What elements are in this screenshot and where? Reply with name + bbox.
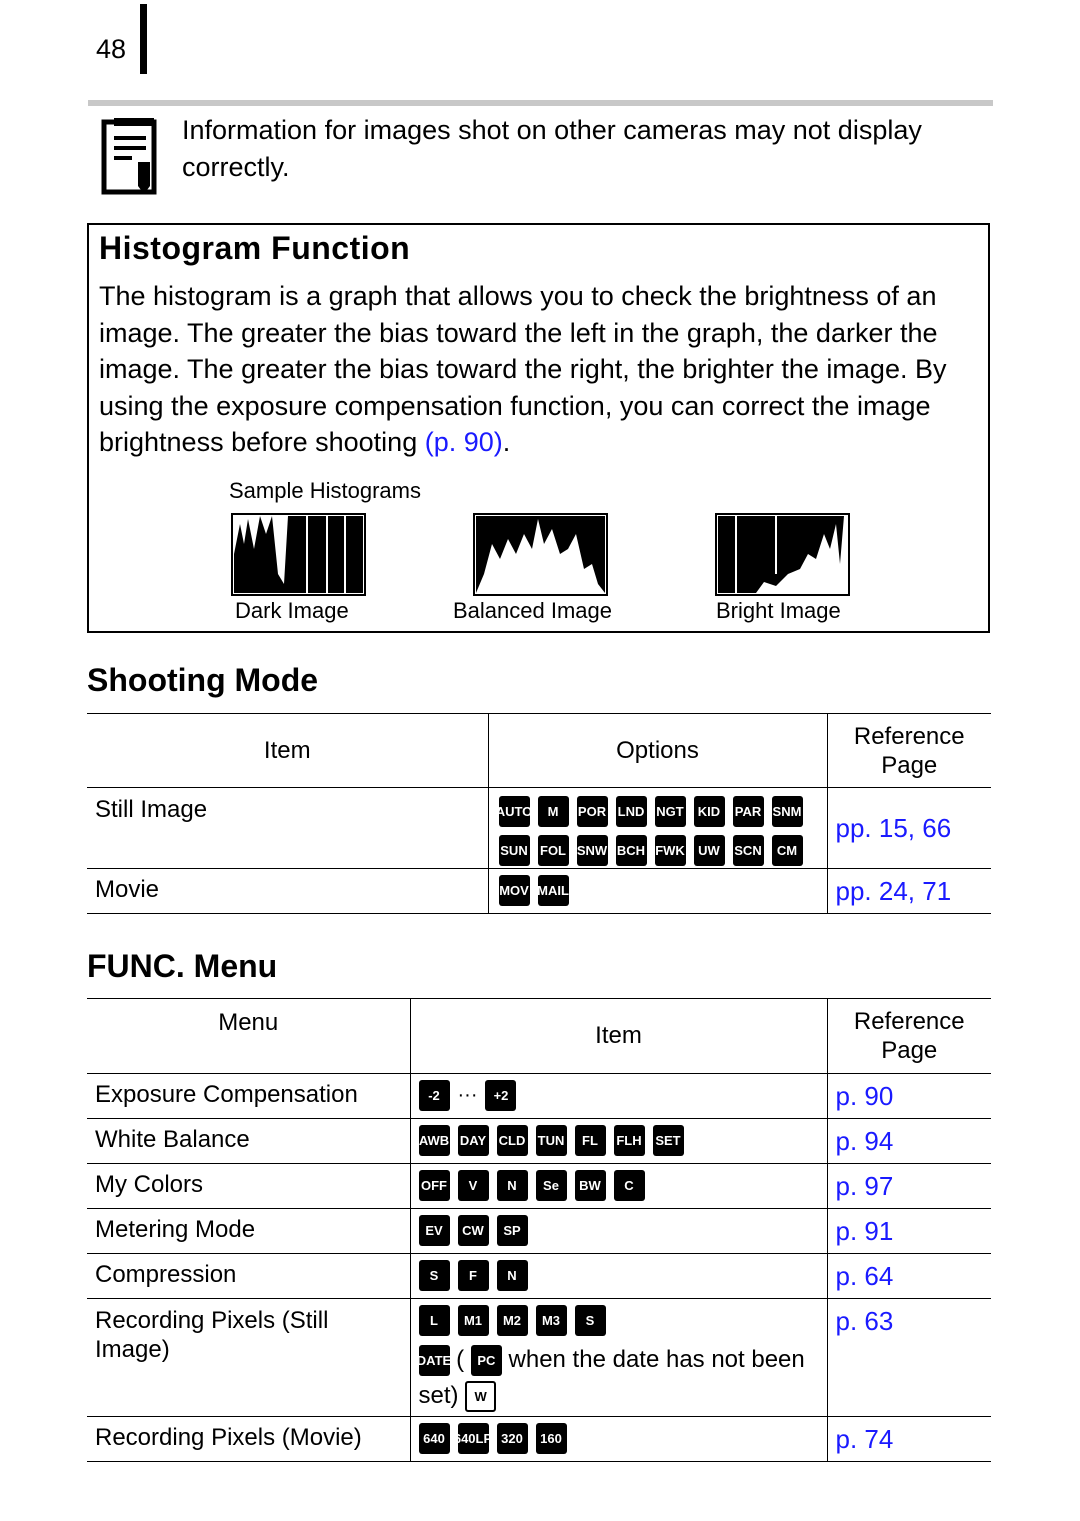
date-note (416, 1342, 819, 1414)
table-row (87, 1074, 991, 1119)
movie-pixels-160-icon: 160 (536, 1423, 567, 1454)
metering-sp-icon: SP (497, 1215, 528, 1246)
pixels-m1-icon: M1 (458, 1305, 489, 1336)
mycolors-se-icon: Se (536, 1170, 567, 1201)
reference-separator: , (907, 875, 923, 906)
movie-pixels-640lp-icon: 640LP (458, 1423, 489, 1454)
pixels-m2-icon: M2 (497, 1305, 528, 1336)
mode-lnd-icon: LND (616, 796, 647, 827)
row-menu: Compression (95, 1261, 237, 1288)
shooting-mode-title: Shooting Mode (87, 662, 319, 698)
mode-ngt-icon: NGT (655, 796, 686, 827)
table-row (87, 1119, 991, 1164)
exposure-icons (411, 1074, 827, 1111)
mycolors-bw-icon: BW (575, 1170, 606, 1201)
top-rule (88, 100, 993, 106)
header-menu: Menu (87, 999, 410, 1074)
plus-2-icon: +2 (485, 1080, 516, 1111)
histogram-title: Histogram Function (99, 230, 411, 266)
bright-image-label: Bright Image (716, 598, 841, 623)
header-reference-page: Reference Page (827, 714, 991, 788)
reference-link[interactable]: p. 97 (835, 1170, 894, 1201)
reference-link[interactable]: 71 (922, 875, 952, 906)
pixels-s-icon: S (575, 1305, 606, 1336)
shooting-mode-table (87, 713, 991, 914)
pixels-l-icon: L (419, 1305, 450, 1336)
movie-pixels-320-icon: 320 (497, 1423, 528, 1454)
mode-fol-icon: FOL (538, 835, 569, 866)
wb-flh-icon: FLH (614, 1125, 645, 1156)
recording-pixels-movie-icons (411, 1417, 827, 1454)
mode-auto-icon: AUTO (499, 796, 530, 827)
movie-mov-icon: MOV (499, 875, 530, 906)
mode-sun-icon: SUN (499, 835, 530, 866)
header-item: Item (410, 999, 827, 1074)
date-note-open-paren: ( (456, 1346, 465, 1373)
mode-scn-icon: SCN (733, 835, 764, 866)
dark-image-label: Dark Image (235, 598, 349, 623)
reference-link[interactable]: p. 90 (835, 1080, 894, 1111)
header-item: Item (87, 714, 488, 788)
mycolors-c-icon: C (614, 1170, 645, 1201)
note-text: Information for images shot on other cameras may not display correctly. (182, 115, 922, 182)
histogram-description (99, 278, 984, 461)
balanced-image-label: Balanced Image (453, 598, 612, 623)
mycolors-off-icon: OFF (419, 1170, 450, 1201)
reference-link[interactable]: p. 63 (835, 1306, 894, 1336)
metering-mode-icons (411, 1209, 827, 1246)
page-number: 48 (96, 34, 127, 64)
mode-cm-icon: CM (772, 835, 803, 866)
compression-f-icon: F (458, 1260, 489, 1291)
mycolors-n-icon: N (497, 1170, 528, 1201)
wb-day-icon: DAY (458, 1125, 489, 1156)
movie-icons (489, 869, 827, 906)
balanced-histogram (474, 514, 607, 595)
histogram-description-text: The histogram is a graph that allows you to check the brightness of an image. The greater the bias toward the left in the graph, the darker the image. The greater the bias toward the right, the brighter the image. By using the exposure compensation function, you can correct the image brightness before shooting (99, 281, 947, 457)
wb-awb-icon: AWB (419, 1125, 450, 1156)
histogram-description-end: . (502, 427, 511, 457)
mode-bch-icon: BCH (616, 835, 647, 866)
date-imprint-icon: DATE (419, 1345, 450, 1376)
reference-link[interactable]: p. 74 (835, 1423, 894, 1454)
compression-s-icon: S (419, 1260, 450, 1291)
table-row (87, 788, 991, 869)
movie-mail-icon: MAIL (538, 875, 569, 906)
wb-fl-icon: FL (575, 1125, 606, 1156)
recording-pixels-still-cell (411, 1299, 827, 1414)
reference-link[interactable]: p. 94 (835, 1125, 894, 1156)
reference-separator: , (907, 812, 923, 843)
mode-fwk-icon: FWK (655, 835, 686, 866)
row-reference (828, 813, 992, 844)
row-menu: Exposure Compensation (95, 1081, 358, 1108)
my-colors-icons (411, 1164, 827, 1201)
row-menu: White Balance (95, 1126, 250, 1153)
pixels-m3-icon: M3 (536, 1305, 567, 1336)
reference-link[interactable]: pp. 24 (835, 875, 908, 906)
mode-snw-icon: SNW (577, 835, 608, 866)
wb-cld-icon: CLD (497, 1125, 528, 1156)
table-row (87, 869, 991, 914)
row-menu: Recording Pixels (Movie) (95, 1424, 362, 1451)
table-row (87, 1164, 991, 1209)
dark-histogram (232, 514, 365, 595)
row-item: Movie (95, 876, 160, 903)
compression-icons (411, 1254, 827, 1291)
row-item: Still Image (95, 796, 208, 823)
white-balance-icons (411, 1119, 827, 1156)
page-number-bar (140, 4, 147, 74)
reference-link[interactable]: 66 (922, 812, 952, 843)
reference-link[interactable]: p. 91 (835, 1215, 894, 1246)
func-menu-title: FUNC. Menu (87, 948, 278, 984)
histogram-page-link[interactable]: (p. 90) (424, 427, 503, 457)
note-icon (102, 116, 164, 196)
metering-cw-icon: CW (458, 1215, 489, 1246)
mode-uw-icon: UW (694, 835, 725, 866)
mode-par-icon: PAR (733, 796, 764, 827)
mode-m-icon: M (538, 796, 569, 827)
sample-histograms-caption: Sample Histograms (229, 478, 421, 503)
widescreen-icon: W (465, 1381, 496, 1412)
minus-2-icon: -2 (419, 1080, 450, 1111)
wb-tun-icon: TUN (536, 1125, 567, 1156)
mode-por-icon: POR (577, 796, 608, 827)
table-row (87, 1209, 991, 1254)
compression-n-icon: N (497, 1260, 528, 1291)
postcard-icon: PC (471, 1345, 502, 1376)
mode-kid-icon: KID (694, 796, 725, 827)
metering-ev-icon: EV (419, 1215, 450, 1246)
date-note-text: when the date has not been set) (418, 1346, 805, 1409)
row-reference (828, 876, 992, 907)
header-reference-page: Reference Page (827, 999, 991, 1074)
reference-link[interactable]: p. 64 (835, 1260, 894, 1291)
mode-snm-icon: SNM (772, 796, 803, 827)
mycolors-v-icon: V (458, 1170, 489, 1201)
table-row (87, 1254, 991, 1299)
bright-histogram (716, 514, 849, 595)
recording-pixels-still-icons (419, 1305, 819, 1336)
row-menu: My Colors (95, 1171, 204, 1198)
movie-pixels-640-icon: 640 (419, 1423, 450, 1454)
reference-link[interactable]: pp. 15 (835, 812, 908, 843)
table-row (87, 1417, 991, 1462)
header-options: Options (488, 714, 827, 788)
ellipsis: ··· (457, 1084, 478, 1106)
func-menu-table (87, 998, 991, 1462)
table-row (87, 1299, 991, 1417)
wb-set-icon: SET (653, 1125, 684, 1156)
row-menu: Recording Pixels (Still Image) (95, 1307, 329, 1363)
row-menu: Metering Mode (95, 1216, 256, 1243)
still-image-icons (489, 788, 827, 866)
